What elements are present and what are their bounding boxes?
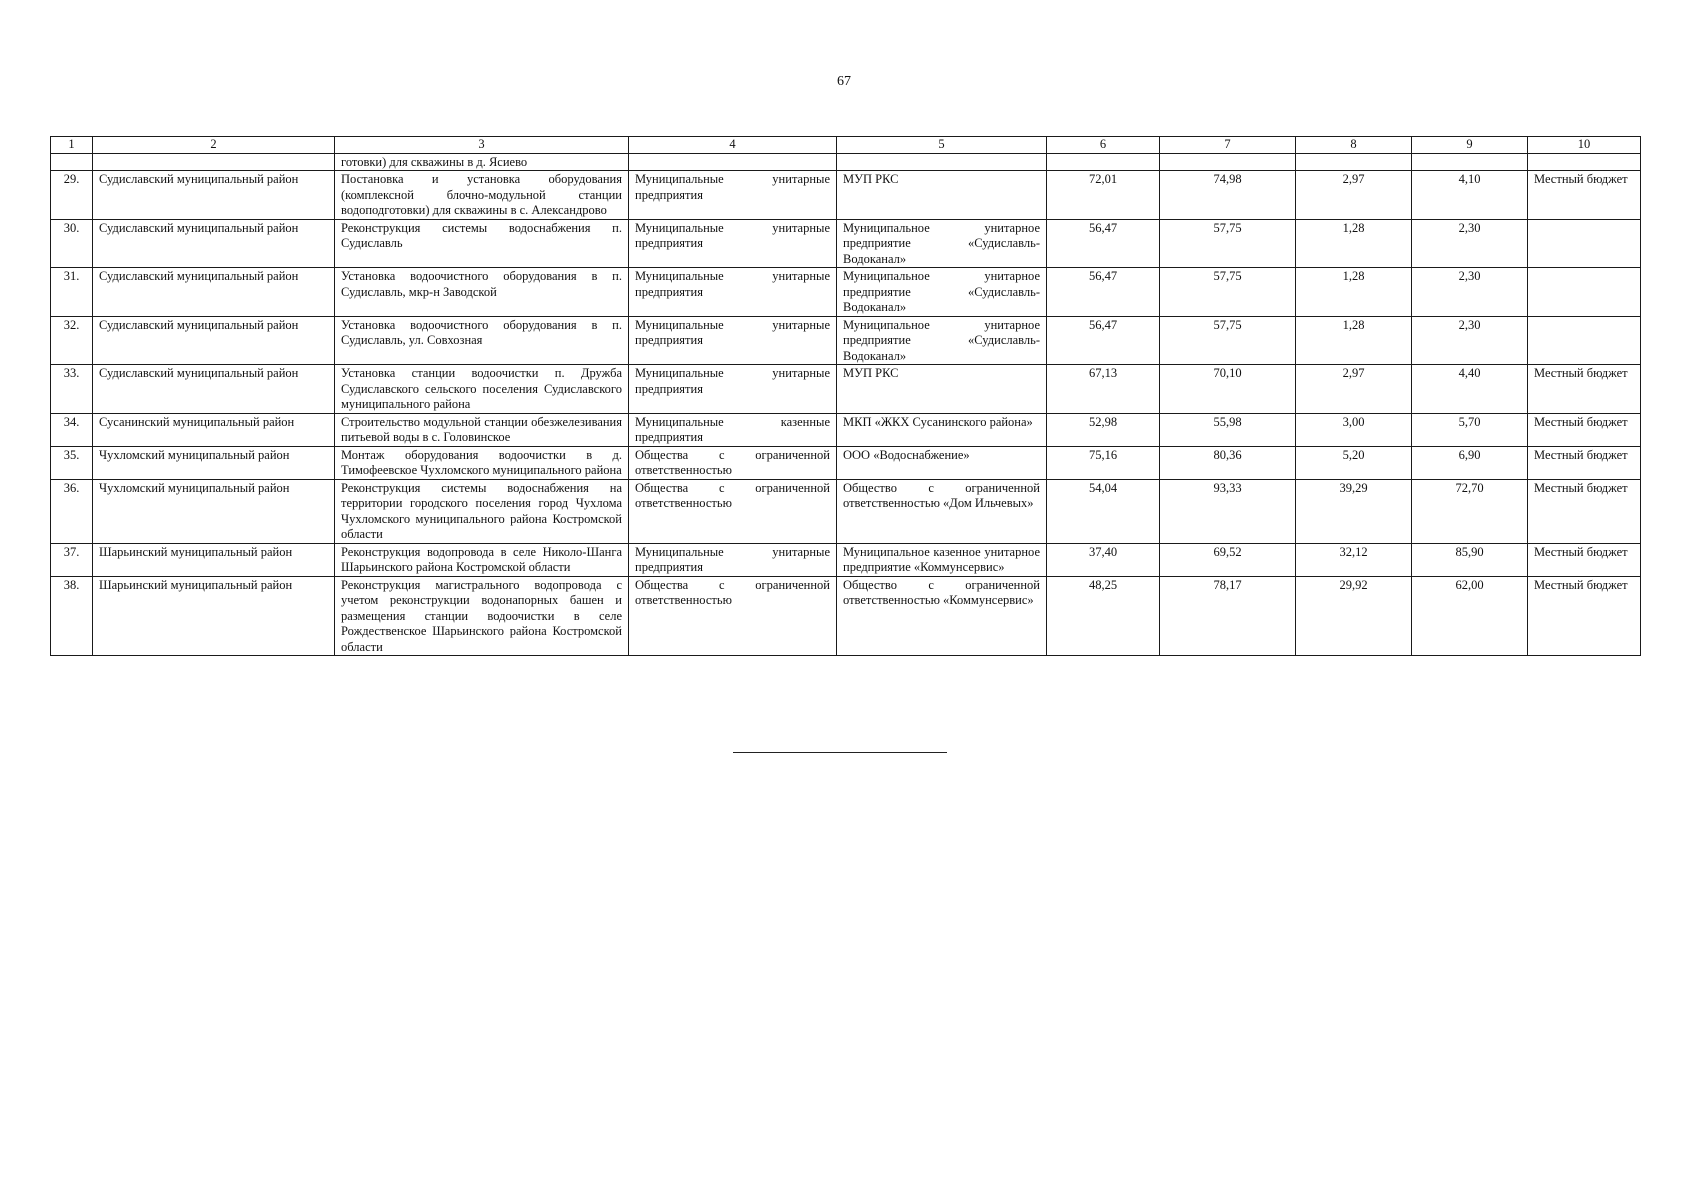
row-number: 31. [51,268,93,317]
district-cell: Шарьинский муниципальный район [93,543,335,576]
district-cell: Чухломский муниципальный район [93,479,335,543]
value-col9: 5,70 [1412,413,1528,446]
column-number: 9 [1412,137,1528,154]
column-number: 5 [837,137,1047,154]
value-col8: 32,12 [1296,543,1412,576]
value-col7: 57,75 [1160,268,1296,317]
funding-source-cell: Местный бюджет [1528,365,1641,414]
column-number: 3 [335,137,629,154]
org-type-cell: Общества с ограниченной ответственностью [629,576,837,656]
value-col9: 72,70 [1412,479,1528,543]
org-type-cell: Общества с ограниченной ответственностью [629,479,837,543]
table-row [51,365,1641,414]
district-cell: Чухломский муниципальный район [93,446,335,479]
value-col6: 56,47 [1047,219,1160,268]
org-type-cell: Муниципальные унитарные предприятия [629,171,837,220]
measure-cell: Монтаж оборудования водоочистки в д. Тимофеевское Чухломского муниципального района [335,446,629,479]
table-row [51,268,1641,317]
district-cell: Судиславский муниципальный район [93,268,335,317]
column-number-row [51,137,1641,154]
row-number: 37. [51,543,93,576]
org-type-cell: Муниципальные унитарные предприятия [629,365,837,414]
value-col6: 52,98 [1047,413,1160,446]
table-row [51,446,1641,479]
funding-source-cell: Местный бюджет [1528,413,1641,446]
district-cell: Судиславский муниципальный район [93,171,335,220]
value-col7: 93,33 [1160,479,1296,543]
column-number: 8 [1296,137,1412,154]
value-col6: 72,01 [1047,171,1160,220]
value-col8: 1,28 [1296,219,1412,268]
value-col8: 3,00 [1296,413,1412,446]
row-number: 33. [51,365,93,414]
measure-cell: Постановка и установка оборудования (комплексной блочно-модульной станции водоподготовки) для скважины в с. Александрово [335,171,629,220]
value-col7: 80,36 [1160,446,1296,479]
value-col6: 37,40 [1047,543,1160,576]
row-number: 30. [51,219,93,268]
org-type-cell: Муниципальные унитарные предприятия [629,316,837,365]
measure-cell: Реконструкция системы водоснабжения п. Судиславль [335,219,629,268]
continuation-text: готовки) для скважины в д. Ясиево [335,153,629,171]
row-number: 29. [51,171,93,220]
measure-cell: Установка водоочистного оборудования в п. Судиславль, ул. Совхозная [335,316,629,365]
value-col9: 2,30 [1412,268,1528,317]
value-col8: 2,97 [1296,171,1412,220]
value-col6: 48,25 [1047,576,1160,656]
table-row [51,479,1641,543]
organization-cell: Общество с ограниченной ответственностью «Дом Ильчевых» [837,479,1047,543]
value-col9: 2,30 [1412,219,1528,268]
measure-cell: Реконструкция водопровода в селе Николо-Шанга Шарьинского района Костромской области [335,543,629,576]
value-col6: 54,04 [1047,479,1160,543]
column-number: 2 [93,137,335,154]
value-col9: 2,30 [1412,316,1528,365]
funding-source-cell: Местный бюджет [1528,543,1641,576]
district-cell: Сусанинский муниципальный район [93,413,335,446]
org-type-cell: Общества с ограниченной ответственностью [629,446,837,479]
measure-cell: Реконструкция системы водоснабжения на территории городского поселения город Чухлома Чухломского муниципального района Костромской области [335,479,629,543]
org-type-cell: Муниципальные унитарные предприятия [629,268,837,317]
org-type-cell: Муниципальные унитарные предприятия [629,543,837,576]
table-row [51,413,1641,446]
end-divider [733,752,947,753]
value-col6: 56,47 [1047,268,1160,317]
value-col7: 78,17 [1160,576,1296,656]
value-col8: 2,97 [1296,365,1412,414]
column-number: 7 [1160,137,1296,154]
organization-cell: Муниципальное унитарное предприятие «Судиславль-Водоканал» [837,219,1047,268]
funding-source-cell [1528,219,1641,268]
table-row [51,543,1641,576]
district-cell: Судиславский муниципальный район [93,316,335,365]
data-table [50,136,1641,656]
value-col7: 69,52 [1160,543,1296,576]
row-number: 35. [51,446,93,479]
value-col9: 62,00 [1412,576,1528,656]
organization-cell: Общество с ограниченной ответственностью «Коммунсервис» [837,576,1047,656]
row-number: 36. [51,479,93,543]
value-col7: 70,10 [1160,365,1296,414]
value-col7: 57,75 [1160,219,1296,268]
column-number: 10 [1528,137,1641,154]
district-cell: Судиславский муниципальный район [93,365,335,414]
district-cell: Судиславский муниципальный район [93,219,335,268]
table-row [51,219,1641,268]
table-row [51,576,1641,656]
org-type-cell: Муниципальные казенные предприятия [629,413,837,446]
row-number: 34. [51,413,93,446]
value-col9: 4,10 [1412,171,1528,220]
value-col6: 75,16 [1047,446,1160,479]
value-col8: 39,29 [1296,479,1412,543]
funding-source-cell: Местный бюджет [1528,171,1641,220]
measure-cell: Установка станции водоочистки п. Дружба Судиславского сельского поселения Судиславского муниципального района [335,365,629,414]
organization-cell: Муниципальное казенное унитарное предприятие «Коммунсервис» [837,543,1047,576]
funding-source-cell [1528,316,1641,365]
value-col7: 74,98 [1160,171,1296,220]
value-col8: 5,20 [1296,446,1412,479]
organization-cell: МУП РКС [837,171,1047,220]
funding-source-cell [1528,268,1641,317]
organization-cell: ООО «Водоснабжение» [837,446,1047,479]
value-col9: 85,90 [1412,543,1528,576]
district-cell: Шарьинский муниципальный район [93,576,335,656]
value-col6: 67,13 [1047,365,1160,414]
value-col7: 55,98 [1160,413,1296,446]
value-col6: 56,47 [1047,316,1160,365]
continuation-row [51,153,1641,171]
value-col8: 29,92 [1296,576,1412,656]
table-row [51,171,1641,220]
value-col8: 1,28 [1296,268,1412,317]
value-col9: 4,40 [1412,365,1528,414]
row-number: 32. [51,316,93,365]
funding-source-cell: Местный бюджет [1528,576,1641,656]
measure-cell: Строительство модульной станции обезжелезивания питьевой воды в с. Головинское [335,413,629,446]
page-number: 67 [837,74,851,89]
row-number: 38. [51,576,93,656]
table-row [51,316,1641,365]
value-col9: 6,90 [1412,446,1528,479]
value-col7: 57,75 [1160,316,1296,365]
organization-cell: Муниципальное унитарное предприятие «Судиславль-Водоканал» [837,316,1047,365]
organization-cell: МУП РКС [837,365,1047,414]
organization-cell: Муниципальное унитарное предприятие «Судиславль-Водоканал» [837,268,1047,317]
measure-cell: Установка водоочистного оборудования в п. Судиславль, мкр-н Заводской [335,268,629,317]
funding-source-cell: Местный бюджет [1528,446,1641,479]
column-number: 4 [629,137,837,154]
value-col8: 1,28 [1296,316,1412,365]
column-number: 6 [1047,137,1160,154]
organization-cell: МКП «ЖКХ Сусанинского района» [837,413,1047,446]
column-number: 1 [51,137,93,154]
org-type-cell: Муниципальные унитарные предприятия [629,219,837,268]
measure-cell: Реконструкция магистрального водопровода с учетом реконструкции водонапорных башен и размещения станции водоочистки в селе Рождественское Шарьинского района Костромской области [335,576,629,656]
funding-source-cell: Местный бюджет [1528,479,1641,543]
